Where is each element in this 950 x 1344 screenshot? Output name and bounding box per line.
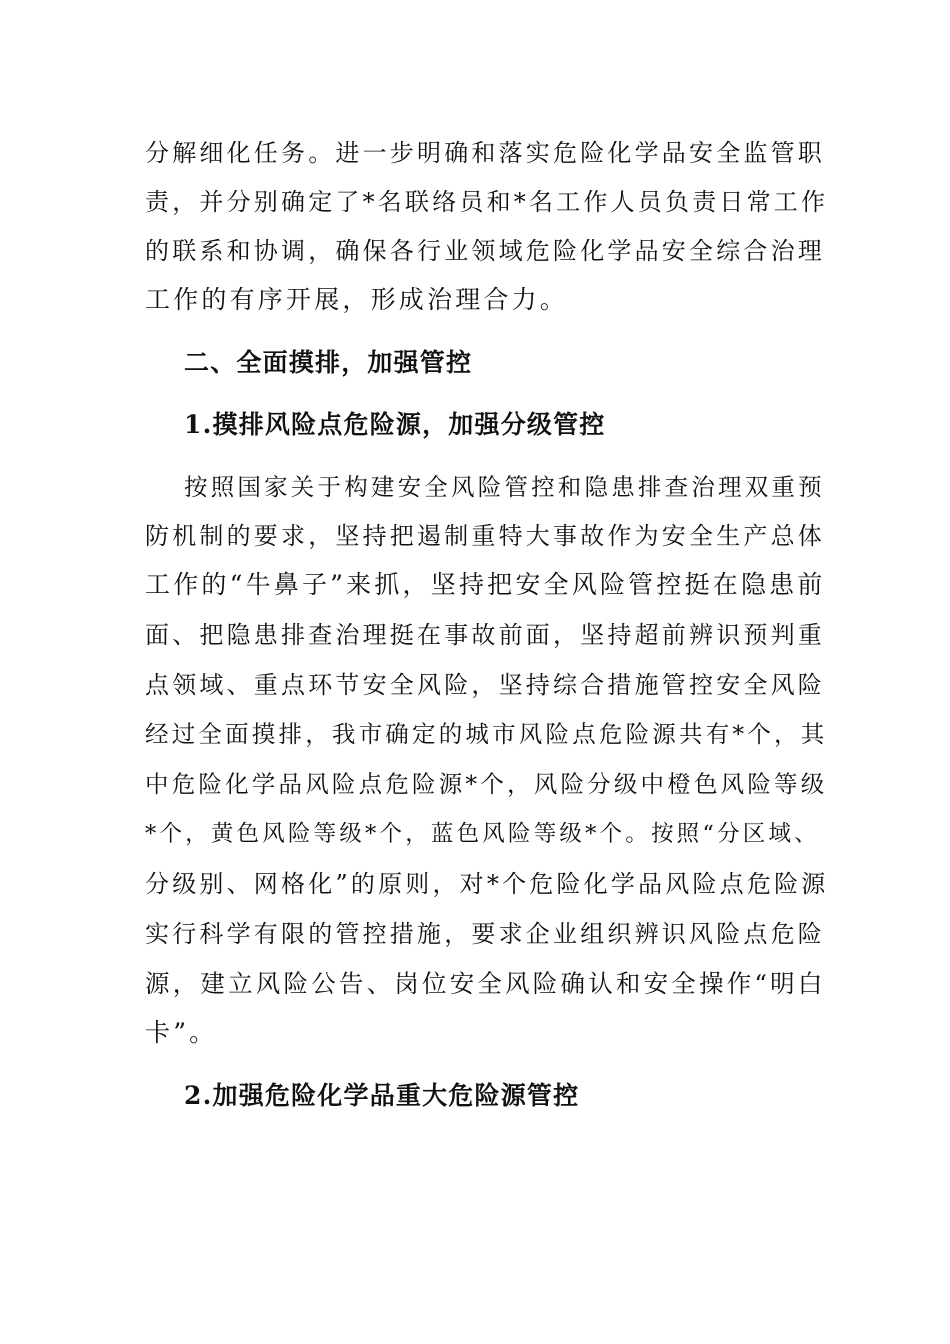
paragraph-1-line: 工作的有序开展，形成治理合力。 bbox=[145, 285, 569, 314]
section-heading: 二、全面摸排，加强管控 bbox=[184, 348, 473, 377]
paragraph-2-line: 卡”。 bbox=[145, 1018, 218, 1047]
paragraph-2-line: 分级别、网格化”的原则，对*个危险化学品风险点危险源 bbox=[145, 870, 829, 898]
paragraph-2-line: 中危险化学品风险点危险源*个，风险分级中橙色风险等级 bbox=[145, 770, 828, 798]
paragraph-1-line: 责，并分别确定了*名联络员和*名工作人员负责日常工作 bbox=[145, 188, 829, 216]
paragraph-2-line: 实行科学有限的管控措施，要求企业组织辨识风险点危险 bbox=[145, 920, 825, 948]
paragraph-1-line: 分解细化任务。进一步明确和落实危险化学品安全监管职 bbox=[145, 139, 825, 167]
paragraph-2-line: 点领域、重点环节安全风险，坚持综合措施管控安全风险 bbox=[145, 671, 825, 699]
paragraph-2-line: 经过全面摸排，我市确定的城市风险点危险源共有*个，其 bbox=[145, 720, 828, 748]
paragraph-2-line: *个，黄色风险等级*个，蓝色风险等级*个。按照“分区域、 bbox=[145, 821, 820, 847]
paragraph-2-line: 面、把隐患排查治理挺在事故前面，坚持超前辨识预判重 bbox=[145, 621, 825, 649]
paragraph-2-line: 工作的“牛鼻子”来抓，坚持把安全风险管控挺在隐患前 bbox=[145, 570, 826, 599]
paragraph-2-line: 按照国家关于构建安全风险管控和隐患排查治理双重预 bbox=[184, 473, 825, 501]
paragraph-2-line: 源，建立风险公告、岗位安全风险确认和安全操作“明白 bbox=[145, 969, 826, 998]
subheading-1: 1.摸排风险点危险源，加强分级管控 bbox=[184, 410, 606, 439]
paragraph-1-line: 的联系和协调，确保各行业领域危险化学品安全综合治理 bbox=[145, 237, 825, 265]
subheading-2: 2.加强危险化学品重大危险源管控 bbox=[184, 1081, 580, 1110]
paragraph-2-line: 防机制的要求，坚持把遏制重特大事故作为安全生产总体 bbox=[145, 522, 825, 550]
